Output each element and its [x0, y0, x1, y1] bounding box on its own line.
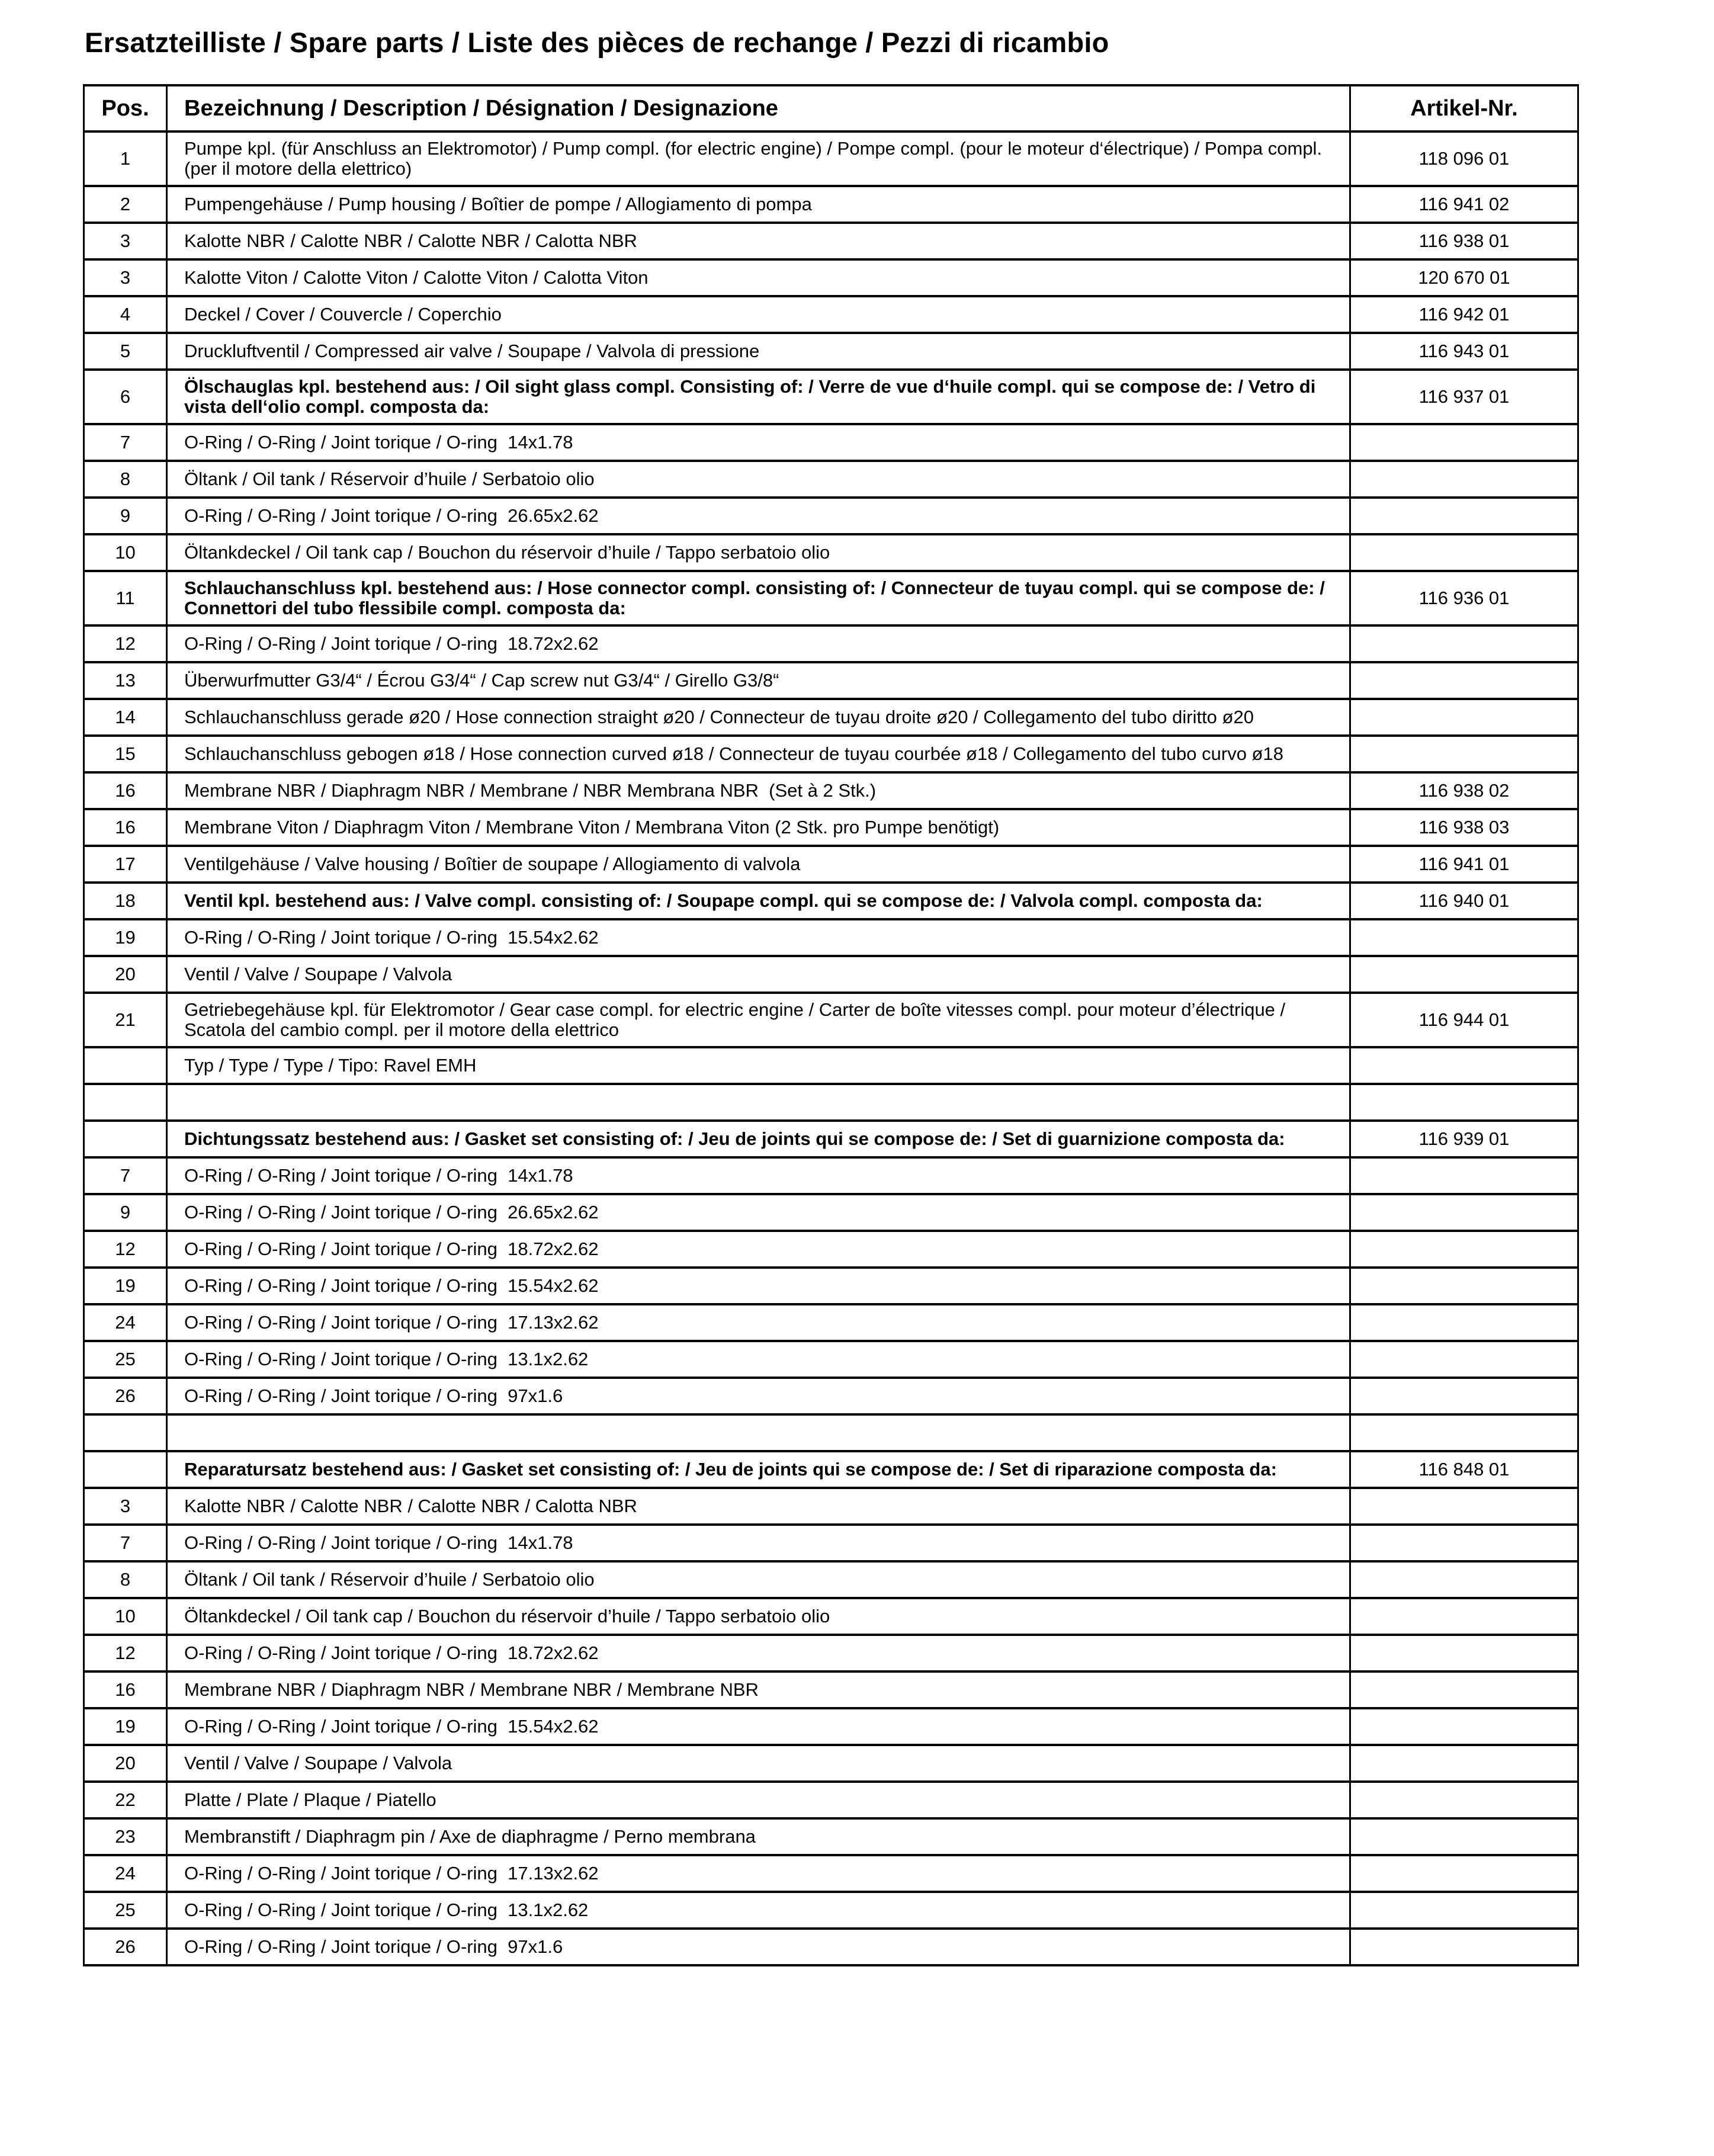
row-description: Schlauchanschluss gebogen ø18 / Hose connection curved ø18 / Connecteur de tuyau courbée ø18 / Collegamento del tubo curvo ø18	[167, 736, 1350, 772]
row-pos: 22	[84, 1782, 167, 1818]
row-article-number: 116 938 03	[1350, 809, 1578, 846]
row-pos: 9	[84, 1194, 167, 1231]
table-header	[84, 85, 1578, 131]
table-row	[84, 956, 1578, 993]
row-article-number	[1350, 1561, 1578, 1598]
row-description: Öltank / Oil tank / Réservoir d’huile / Serbatoio olio	[167, 1561, 1350, 1598]
table-row	[84, 846, 1578, 883]
row-pos: 21	[84, 993, 167, 1047]
table-row	[84, 370, 1578, 424]
column-header-pos: Pos.	[84, 85, 167, 131]
row-pos: 19	[84, 1268, 167, 1304]
row-article-number	[1350, 1488, 1578, 1525]
row-pos	[84, 1451, 167, 1488]
row-article-number: 116 938 01	[1350, 223, 1578, 259]
row-article-number	[1350, 1782, 1578, 1818]
row-article-number	[1350, 1708, 1578, 1745]
row-pos: 3	[84, 1488, 167, 1525]
row-description: O-Ring / O-Ring / Joint torique / O-ring 97x1.6	[167, 1929, 1350, 1965]
row-pos: 16	[84, 809, 167, 846]
table-row	[84, 1782, 1578, 1818]
table-body	[84, 131, 1578, 1965]
table-row	[84, 699, 1578, 736]
row-pos: 12	[84, 625, 167, 662]
row-article-number	[1350, 1268, 1578, 1304]
row-article-number	[1350, 534, 1578, 571]
row-article-number: 116 941 02	[1350, 186, 1578, 223]
table-row	[84, 1708, 1578, 1745]
row-description: Pumpengehäuse / Pump housing / Boîtier de pompe / Allogiamento di pompa	[167, 186, 1350, 223]
row-description: Pumpe kpl. (für Anschluss an Elektromotor) / Pump compl. (for electric engine) / Pompe compl. (pour le moteur d‘électrique) / Pompa compl. (per il motore della elettrico)	[167, 131, 1350, 186]
row-description: Membrane NBR / Diaphragm NBR / Membrane NBR / Membrane NBR	[167, 1671, 1350, 1708]
row-description: Ventil kpl. bestehend aus: / Valve compl. consisting of: / Soupape compl. qui se compose de: / Valvola compl. composta da:	[167, 883, 1350, 919]
table-row	[84, 1929, 1578, 1965]
row-description: Druckluftventil / Compressed air valve / Soupape / Valvola di pressione	[167, 333, 1350, 370]
table-row	[84, 883, 1578, 919]
row-pos: 10	[84, 534, 167, 571]
column-header-description: Bezeichnung / Description / Désignation / Designazione	[167, 85, 1350, 131]
table-row	[84, 1488, 1578, 1525]
row-article-number	[1350, 1892, 1578, 1929]
row-pos: 13	[84, 662, 167, 699]
row-article-number: 116 937 01	[1350, 370, 1578, 424]
table-row	[84, 919, 1578, 956]
table-row	[84, 1892, 1578, 1929]
row-article-number: 116 943 01	[1350, 333, 1578, 370]
row-article-number	[1350, 498, 1578, 534]
row-article-number	[1350, 1047, 1578, 1084]
spare-parts-table	[83, 84, 1579, 1966]
row-description: Öltank / Oil tank / Réservoir d’huile / Serbatoio olio	[167, 461, 1350, 498]
row-pos: 12	[84, 1231, 167, 1268]
row-description: O-Ring / O-Ring / Joint torique / O-ring 18.72x2.62	[167, 1635, 1350, 1671]
row-pos: 7	[84, 424, 167, 461]
row-pos: 1	[84, 131, 167, 186]
row-description: O-Ring / O-Ring / Joint torique / O-ring 18.72x2.62	[167, 1231, 1350, 1268]
row-description: Membrane Viton / Diaphragm Viton / Membrane Viton / Membrana Viton (2 Stk. pro Pumpe benötigt)	[167, 809, 1350, 846]
row-article-number	[1350, 736, 1578, 772]
row-description: Schlauchanschluss gerade ø20 / Hose connection straight ø20 / Connecteur de tuyau droite ø20 / Collegamento del tubo diritto ø20	[167, 699, 1350, 736]
row-description: Membrane NBR / Diaphragm NBR / Membrane / NBR Membrana NBR (Set à 2 Stk.)	[167, 772, 1350, 809]
table-row	[84, 461, 1578, 498]
row-description	[167, 1084, 1350, 1121]
column-header-article-number: Artikel-Nr.	[1350, 85, 1578, 131]
table-row	[84, 186, 1578, 223]
row-pos: 4	[84, 296, 167, 333]
row-article-number	[1350, 1745, 1578, 1782]
row-pos: 24	[84, 1855, 167, 1892]
row-description: O-Ring / O-Ring / Joint torique / O-ring 97x1.6	[167, 1378, 1350, 1414]
row-article-number	[1350, 625, 1578, 662]
row-pos: 15	[84, 736, 167, 772]
row-pos: 2	[84, 186, 167, 223]
row-article-number	[1350, 461, 1578, 498]
row-pos	[84, 1414, 167, 1451]
row-pos: 17	[84, 846, 167, 883]
row-pos: 5	[84, 333, 167, 370]
row-pos: 16	[84, 772, 167, 809]
row-article-number	[1350, 1414, 1578, 1451]
row-description: O-Ring / O-Ring / Joint torique / O-ring 18.72x2.62	[167, 625, 1350, 662]
row-description: Überwurfmutter G3/4“ / Écrou G3/4“ / Cap screw nut G3/4“ / Girello G3/8“	[167, 662, 1350, 699]
row-description: Ventil / Valve / Soupape / Valvola	[167, 956, 1350, 993]
row-pos: 26	[84, 1929, 167, 1965]
table-header-row	[84, 85, 1578, 131]
row-article-number	[1350, 1194, 1578, 1231]
row-pos	[84, 1047, 167, 1084]
row-description: O-Ring / O-Ring / Joint torique / O-ring 13.1x2.62	[167, 1892, 1350, 1929]
table-row	[84, 772, 1578, 809]
table-row	[84, 223, 1578, 259]
row-article-number: 116 944 01	[1350, 993, 1578, 1047]
row-article-number	[1350, 1671, 1578, 1708]
row-description: O-Ring / O-Ring / Joint torique / O-ring 13.1x2.62	[167, 1341, 1350, 1378]
row-pos: 8	[84, 1561, 167, 1598]
row-description: Schlauchanschluss kpl. bestehend aus: / Hose connector compl. consisting of: / Connecteur de tuyau compl. qui se compose de: / Connettori del tubo flessibile compl. composta da:	[167, 571, 1350, 625]
row-pos: 8	[84, 461, 167, 498]
table-row	[84, 1157, 1578, 1194]
row-article-number	[1350, 1818, 1578, 1855]
table-row	[84, 736, 1578, 772]
table-row	[84, 333, 1578, 370]
row-pos: 19	[84, 1708, 167, 1745]
row-description: Ölschauglas kpl. bestehend aus: / Oil sight glass compl. Consisting of: / Verre de vue d‘huile compl. qui se compose de: / Vetro di vista dell‘olio compl. composta da:	[167, 370, 1350, 424]
table-row	[84, 1268, 1578, 1304]
row-description: O-Ring / O-Ring / Joint torique / O-ring 17.13x2.62	[167, 1304, 1350, 1341]
row-pos: 10	[84, 1598, 167, 1635]
table-row	[84, 259, 1578, 296]
table-row	[84, 625, 1578, 662]
row-description: O-Ring / O-Ring / Joint torique / O-ring 26.65x2.62	[167, 498, 1350, 534]
row-description: Getriebegehäuse kpl. für Elektromotor / Gear case compl. for electric engine / Carter de boîte vitesses compl. pour moteur d’électrique / Scatola del cambio compl. per il motore della elettrico	[167, 993, 1350, 1047]
row-description: Kalotte NBR / Calotte NBR / Calotte NBR / Calotta NBR	[167, 1488, 1350, 1525]
row-article-number: 116 848 01	[1350, 1451, 1578, 1488]
row-description: O-Ring / O-Ring / Joint torique / O-ring 26.65x2.62	[167, 1194, 1350, 1231]
row-article-number: 116 939 01	[1350, 1121, 1578, 1157]
row-pos: 11	[84, 571, 167, 625]
row-description	[167, 1414, 1350, 1451]
row-article-number	[1350, 699, 1578, 736]
table-row	[84, 1818, 1578, 1855]
row-article-number	[1350, 1929, 1578, 1965]
row-description: Öltankdeckel / Oil tank cap / Bouchon du réservoir d’huile / Tappo serbatoio olio	[167, 1598, 1350, 1635]
table-row	[84, 1414, 1578, 1451]
table-row	[84, 1194, 1578, 1231]
row-description: O-Ring / O-Ring / Joint torique / O-ring 14x1.78	[167, 1525, 1350, 1561]
row-pos: 20	[84, 956, 167, 993]
row-pos: 3	[84, 223, 167, 259]
table-row	[84, 1341, 1578, 1378]
table-row	[84, 1304, 1578, 1341]
row-pos: 19	[84, 919, 167, 956]
row-description: O-Ring / O-Ring / Joint torique / O-ring 14x1.78	[167, 1157, 1350, 1194]
table-row	[84, 296, 1578, 333]
row-description: O-Ring / O-Ring / Joint torique / O-ring 14x1.78	[167, 424, 1350, 461]
row-pos: 18	[84, 883, 167, 919]
row-pos: 6	[84, 370, 167, 424]
table-row	[84, 1635, 1578, 1671]
row-article-number: 116 940 01	[1350, 883, 1578, 919]
row-article-number: 116 942 01	[1350, 296, 1578, 333]
row-pos: 25	[84, 1341, 167, 1378]
table-row	[84, 1451, 1578, 1488]
table-row	[84, 993, 1578, 1047]
table-row	[84, 1745, 1578, 1782]
row-article-number	[1350, 1084, 1578, 1121]
row-description: Ventil / Valve / Soupape / Valvola	[167, 1745, 1350, 1782]
table-row	[84, 662, 1578, 699]
row-description: Typ / Type / Type / Tipo: Ravel EMH	[167, 1047, 1350, 1084]
table-row	[84, 1525, 1578, 1561]
row-article-number: 116 941 01	[1350, 846, 1578, 883]
row-pos: 9	[84, 498, 167, 534]
table-row	[84, 424, 1578, 461]
row-pos	[84, 1084, 167, 1121]
row-article-number	[1350, 1598, 1578, 1635]
row-pos: 23	[84, 1818, 167, 1855]
row-article-number	[1350, 1378, 1578, 1414]
row-article-number	[1350, 424, 1578, 461]
row-article-number: 116 936 01	[1350, 571, 1578, 625]
table-row	[84, 498, 1578, 534]
row-description: Kalotte NBR / Calotte NBR / Calotte NBR / Calotta NBR	[167, 223, 1350, 259]
row-pos: 3	[84, 259, 167, 296]
row-description: Reparatursatz bestehend aus: / Gasket set consisting of: / Jeu de joints qui se compose de: / Set di riparazione composta da:	[167, 1451, 1350, 1488]
row-pos: 12	[84, 1635, 167, 1671]
row-description: O-Ring / O-Ring / Joint torique / O-ring 17.13x2.62	[167, 1855, 1350, 1892]
table-row	[84, 1084, 1578, 1121]
table-row	[84, 1671, 1578, 1708]
row-description: O-Ring / O-Ring / Joint torique / O-ring 15.54x2.62	[167, 919, 1350, 956]
row-article-number	[1350, 1341, 1578, 1378]
table-row	[84, 534, 1578, 571]
row-description: O-Ring / O-Ring / Joint torique / O-ring 15.54x2.62	[167, 1268, 1350, 1304]
row-article-number	[1350, 956, 1578, 993]
row-pos: 14	[84, 699, 167, 736]
row-pos	[84, 1121, 167, 1157]
row-description: Membranstift / Diaphragm pin / Axe de diaphragme / Perno membrana	[167, 1818, 1350, 1855]
row-description: Platte / Plate / Plaque / Piatello	[167, 1782, 1350, 1818]
row-description: Dichtungssatz bestehend aus: / Gasket set consisting of: / Jeu de joints qui se compose de: / Set di guarnizione composta da:	[167, 1121, 1350, 1157]
table-row	[84, 1121, 1578, 1157]
row-article-number	[1350, 662, 1578, 699]
row-article-number	[1350, 1635, 1578, 1671]
row-pos: 20	[84, 1745, 167, 1782]
table-row	[84, 1378, 1578, 1414]
page-title: Ersatzteilliste / Spare parts / Liste des pièces de rechange / Pezzi di ricambio	[85, 27, 1109, 58]
row-pos: 7	[84, 1157, 167, 1194]
table-row	[84, 1598, 1578, 1635]
row-article-number	[1350, 1304, 1578, 1341]
row-description: Deckel / Cover / Couvercle / Coperchio	[167, 296, 1350, 333]
table-row	[84, 1561, 1578, 1598]
table-row	[84, 571, 1578, 625]
table-row	[84, 1047, 1578, 1084]
row-description: Ventilgehäuse / Valve housing / Boîtier de soupape / Allogiamento di valvola	[167, 846, 1350, 883]
table-row	[84, 1855, 1578, 1892]
row-pos: 24	[84, 1304, 167, 1341]
row-article-number	[1350, 1157, 1578, 1194]
row-article-number	[1350, 919, 1578, 956]
row-article-number: 120 670 01	[1350, 259, 1578, 296]
row-article-number: 116 938 02	[1350, 772, 1578, 809]
row-description: O-Ring / O-Ring / Joint torique / O-ring 15.54x2.62	[167, 1708, 1350, 1745]
table-row	[84, 131, 1578, 186]
row-pos: 16	[84, 1671, 167, 1708]
row-pos: 7	[84, 1525, 167, 1561]
row-article-number: 118 096 01	[1350, 131, 1578, 186]
row-description: Öltankdeckel / Oil tank cap / Bouchon du réservoir d’huile / Tappo serbatoio olio	[167, 534, 1350, 571]
row-pos: 26	[84, 1378, 167, 1414]
row-description: Kalotte Viton / Calotte Viton / Calotte Viton / Calotta Viton	[167, 259, 1350, 296]
row-article-number	[1350, 1231, 1578, 1268]
row-article-number	[1350, 1855, 1578, 1892]
table-row	[84, 809, 1578, 846]
table-row	[84, 1231, 1578, 1268]
row-article-number	[1350, 1525, 1578, 1561]
row-pos: 25	[84, 1892, 167, 1929]
